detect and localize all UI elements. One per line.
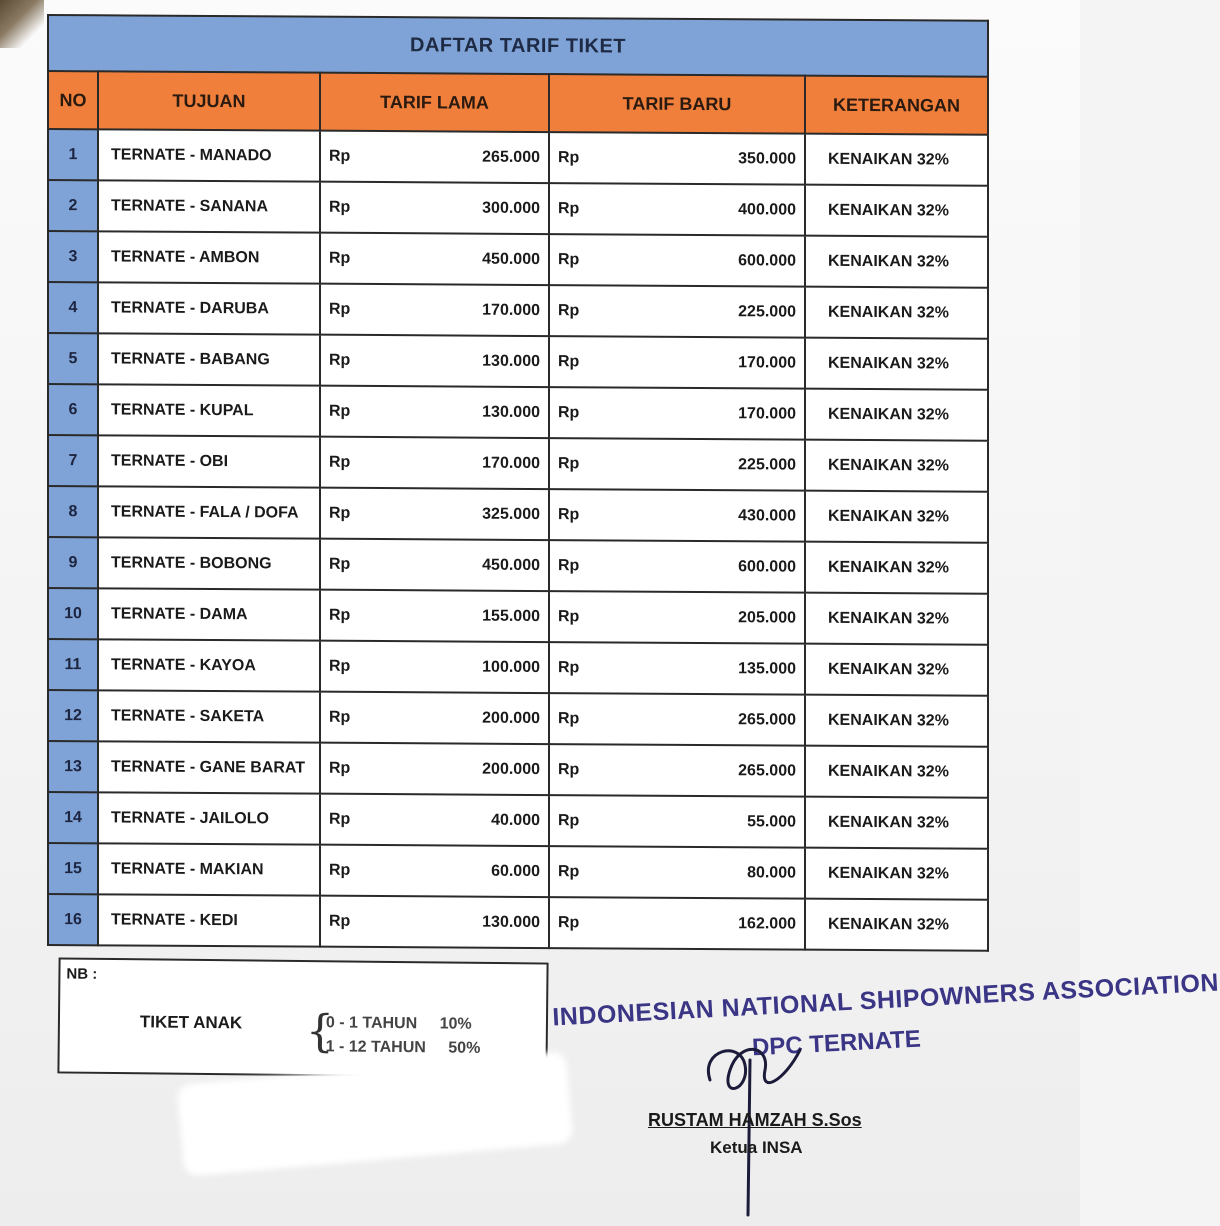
remark-cell: KENAIKAN 32% [805,797,988,849]
new-fare-value: 162.000 [738,914,796,933]
table-row [48,741,988,798]
row-number: 14 [48,792,98,843]
note-percentage: 50% [448,1039,481,1057]
old-fare-value: 130.000 [482,352,540,370]
old-fare-value: 60.000 [491,862,540,880]
row-number: 8 [48,486,98,537]
stamp-branch: DPC TERNATE [751,1025,922,1062]
column-header-keterangan: KETERANGAN [805,76,988,135]
remark-cell: KENAIKAN 32% [805,491,988,543]
currency-label: Rp [558,760,580,778]
currency-label: Rp [329,198,351,216]
row-number: 10 [48,588,98,639]
remark-cell: KENAIKAN 32% [805,746,988,798]
destination-cell: TERNATE - SAKETA [98,690,320,742]
new-fare-value: 135.000 [738,659,796,678]
row-number: 3 [48,231,98,282]
row-number: 7 [48,435,98,486]
currency-label: Rp [558,556,580,574]
currency-label: Rp [558,148,580,166]
new-fare-cell [549,693,805,746]
row-number: 13 [48,741,98,792]
table-row [48,435,988,492]
remark-cell: KENAIKAN 32% [805,848,988,900]
new-fare-value: 350.000 [738,149,796,168]
table-header-row [48,71,988,135]
row-number: 16 [48,894,98,945]
table-row [48,486,988,543]
column-header-no: NO [48,71,98,129]
old-fare-cell [320,284,549,336]
destination-cell: TERNATE - OBI [98,435,320,487]
column-header-tujuan: TUJUAN [98,71,320,130]
row-number: 6 [48,384,98,435]
new-fare-value: 265.000 [738,710,796,729]
destination-cell: TERNATE - KUPAL [98,384,320,436]
currency-label: Rp [558,658,580,676]
new-fare-cell [549,285,805,338]
old-fare-cell [320,386,549,438]
remark-cell: KENAIKAN 32% [805,899,988,951]
note-line [326,1014,472,1034]
currency-label: Rp [329,555,351,573]
table-title: DAFTAR TARIF TIKET [48,15,988,77]
note-line [326,1038,481,1058]
currency-label: Rp [329,249,351,267]
currency-label: Rp [558,403,580,421]
remark-cell: KENAIKAN 32% [805,134,988,186]
table-row [48,843,988,900]
old-fare-cell [320,896,549,948]
old-fare-cell [320,488,549,540]
row-number: 2 [48,180,98,231]
old-fare-value: 300.000 [482,199,540,217]
new-fare-cell [549,591,805,644]
destination-cell: TERNATE - JAILOLO [98,792,320,844]
old-fare-value: 40.000 [491,811,540,829]
old-fare-cell [320,539,549,591]
destination-cell: TERNATE - BOBONG [98,537,320,589]
new-fare-value: 170.000 [738,404,796,423]
currency-label: Rp [558,454,580,472]
old-fare-value: 155.000 [482,607,540,625]
old-fare-cell [320,437,549,489]
table-row [48,639,988,696]
currency-label: Rp [558,505,580,523]
new-fare-value: 600.000 [738,557,796,576]
old-fare-value: 265.000 [482,148,540,166]
table-title-row [48,15,988,77]
signer-name: RUSTAM HAMZAH S.Sos [648,1110,862,1130]
currency-label: Rp [329,657,351,675]
row-number: 5 [48,333,98,384]
column-header-tarif-lama: TARIF LAMA [320,73,549,132]
currency-label: Rp [329,606,351,624]
destination-cell: TERNATE - SANANA [98,180,320,232]
new-fare-cell [549,846,805,899]
photo-edge-shadow [0,0,44,48]
tariff-table-container [47,14,987,952]
old-fare-value: 170.000 [482,301,540,319]
destination-cell: TERNATE - KEDI [98,894,320,946]
destination-cell: TERNATE - FALA / DOFA [98,486,320,538]
old-fare-value: 325.000 [482,505,540,523]
currency-label: Rp [329,912,351,930]
column-header-tarif-baru: TARIF BARU [549,74,805,134]
old-fare-cell [320,233,549,285]
new-fare-value: 265.000 [738,761,796,780]
new-fare-value: 170.000 [738,353,796,372]
old-fare-value: 170.000 [482,454,540,472]
new-fare-value: 400.000 [738,200,796,219]
destination-cell: TERNATE - KAYOA [98,639,320,691]
table-row [48,129,988,186]
row-number: 15 [48,843,98,894]
old-fare-value: 200.000 [482,709,540,727]
remark-cell: KENAIKAN 32% [805,236,988,288]
new-fare-value: 55.000 [747,812,796,831]
new-fare-cell [549,183,805,236]
old-fare-cell [320,794,549,846]
table-row [48,690,988,747]
new-fare-cell [549,438,805,491]
new-fare-cell [549,642,805,695]
table-row [48,384,988,441]
new-fare-cell [549,897,805,950]
remark-cell: KENAIKAN 32% [805,644,988,696]
remark-cell: KENAIKAN 32% [805,389,988,441]
currency-label: Rp [329,504,351,522]
currency-label: Rp [329,861,351,879]
table-row [48,894,988,951]
new-fare-value: 225.000 [738,455,796,474]
old-fare-cell [320,692,549,744]
currency-label: Rp [329,708,351,726]
old-fare-cell [320,335,549,387]
remark-cell: KENAIKAN 32% [805,542,988,594]
old-fare-cell [320,590,549,642]
tariff-table [47,14,989,952]
table-row [48,231,988,288]
destination-cell: TERNATE - BABANG [98,333,320,385]
note-percentage: 10% [439,1015,472,1033]
new-fare-cell [549,336,805,389]
old-fare-value: 450.000 [482,250,540,268]
currency-label: Rp [329,147,351,165]
new-fare-cell [549,795,805,848]
new-fare-value: 80.000 [747,863,796,882]
currency-label: Rp [329,759,351,777]
destination-cell: TERNATE - MAKIAN [98,843,320,895]
new-fare-cell [549,540,805,593]
old-fare-cell [320,641,549,693]
table-row [48,537,988,594]
destination-cell: TERNATE - MANADO [98,129,320,181]
row-number: 4 [48,282,98,333]
destination-cell: TERNATE - GANE BARAT [98,741,320,793]
table-row [48,588,988,645]
new-fare-value: 430.000 [738,506,796,525]
remark-cell: KENAIKAN 32% [805,695,988,747]
currency-label: Rp [558,913,580,931]
currency-label: Rp [329,351,351,369]
table-row [48,333,988,390]
row-number: 12 [48,690,98,741]
new-fare-cell [549,387,805,440]
currency-label: Rp [329,402,351,420]
note-label: NB : [66,965,98,983]
new-fare-cell [549,744,805,797]
currency-label: Rp [558,709,580,727]
destination-cell: TERNATE - DARUBA [98,282,320,334]
signer-role: Ketua INSA [710,1138,803,1157]
new-fare-value: 600.000 [738,251,796,270]
row-number: 9 [48,537,98,588]
note-title: TIKET ANAK [139,1012,243,1033]
new-fare-value: 205.000 [738,608,796,627]
currency-label: Rp [329,810,351,828]
currency-label: Rp [329,453,351,471]
old-fare-value: 130.000 [482,403,540,421]
new-fare-cell [549,234,805,287]
note-age-range: 0 - 1 TAHUN [325,1014,418,1033]
table-row [48,282,988,339]
old-fare-cell [320,131,549,183]
old-fare-cell [320,845,549,897]
currency-label: Rp [558,250,580,268]
old-fare-value: 450.000 [482,556,540,574]
remark-cell: KENAIKAN 32% [805,338,988,390]
currency-label: Rp [558,811,580,829]
old-fare-value: 200.000 [482,760,540,778]
destination-cell: TERNATE - DAMA [98,588,320,640]
currency-label: Rp [558,301,580,319]
old-fare-cell [320,182,549,234]
stamp-association: INDONESIAN NATIONAL SHIPOWNERS ASSOCIATION [551,968,1220,1032]
currency-label: Rp [558,199,580,217]
remark-cell: KENAIKAN 32% [805,593,988,645]
currency-label: Rp [558,607,580,625]
new-fare-value: 225.000 [738,302,796,321]
table-row [48,792,988,849]
new-fare-cell [549,489,805,542]
currency-label: Rp [558,862,580,880]
old-fare-value: 130.000 [482,913,540,931]
new-fare-cell [549,132,805,185]
destination-cell: TERNATE - AMBON [98,231,320,283]
table-row [48,180,988,237]
currency-label: Rp [558,352,580,370]
currency-label: Rp [329,300,351,318]
brace-icon: { [305,1006,335,1058]
old-fare-cell [320,743,549,795]
row-number: 11 [48,639,98,690]
note-age-range: 1 - 12 TAHUN [325,1038,426,1057]
remark-cell: KENAIKAN 32% [805,440,988,492]
old-fare-value: 100.000 [482,658,540,676]
remark-cell: KENAIKAN 32% [805,287,988,339]
remark-cell: KENAIKAN 32% [805,185,988,237]
row-number: 1 [48,129,98,180]
